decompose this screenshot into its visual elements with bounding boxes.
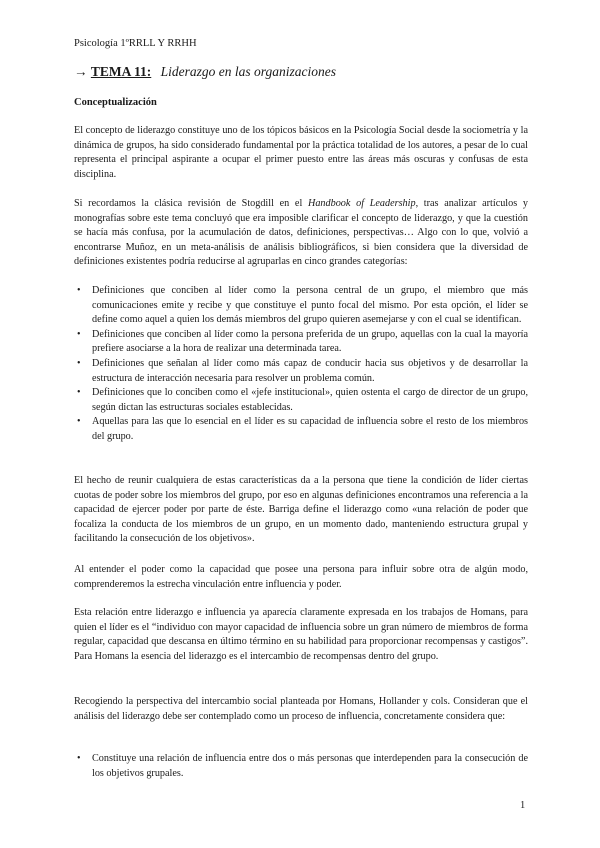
bullet-icon: •: [77, 753, 81, 764]
paragraph-stogdill: [74, 197, 528, 270]
list-item-text: Definiciones que señalan al líder como más capaz de conducir hacia sus objetivos y de desarrollar la estructura de interacción necesaria para resolver un problema común.: [92, 357, 528, 384]
paragraph-hollander: Recogiendo la perspectiva del intercambio social planteada por Homans, Hollander y cols. Consideran que el análisis del liderazgo debe ser contemplado como un proceso de influencia, concretamente considera que:: [74, 696, 528, 722]
book-title: Handbook of Leadership: [307, 198, 416, 209]
paragraph-stogdill-before: Si recordamos la clásica revisión de Stogdill en el: [74, 198, 308, 209]
list-item: [74, 415, 528, 444]
chapter-title: [74, 64, 336, 80]
bullet-icon: •: [77, 328, 81, 340]
list-item: [74, 386, 528, 415]
chapter-name: Liderazgo en las organizaciones: [160, 64, 337, 79]
hollander-list: [74, 752, 528, 781]
list-item: [74, 284, 528, 328]
chapter-number: TEMA 11:: [90, 64, 152, 79]
paragraph-stogdill-after: , tras analizar artículos y monografías sobre este tema concluyó que era imposible clarificar el concepto de liderazgo, y que la cuestión se hacía más confusa, por la acumulación de datos, definiciones, perspectivas… Algo con lo que, volvió a encontrarse Muñoz, en un meta-análisis de análisis bibliográficos, si bien considera que la diversidad de definiciones existentes podría reducirse al agruparlas en cinco grandes categorías:: [74, 198, 528, 268]
running-header: Psicología 1ºRRLL Y RRHH: [74, 38, 197, 49]
bullet-icon: •: [77, 285, 81, 296]
list-item-text: Definiciones que conciben al líder como la persona preferida de un grupo, aquellas con la cual la mayoría prefiere asociarse a la hora de realizar una determinada tarea.: [92, 328, 528, 355]
bullet-icon: •: [77, 357, 81, 369]
paragraph-intro: El concepto de liderazgo constituye uno de los tópicos básicos en la Psicología Social desde la sociometría y la dinámica de grupos, ha sido considerado fundamental por la práctica totalidad de los autores, a pesar de lo cual representa el principal aspirante a ocupar el primer puesto entre las áreas más oscuras y confusas de esta disciplina.: [74, 125, 528, 180]
paragraph-homans: Esta relación entre liderazgo e influencia ya aparecía claramente expresada en los trabajos de Homans, para quien el líder es el “individuo con mayor capacidad de influencia sobre un gran número de miembros de forma regular, capacidad que descansa en último término en su habilidad para proporcionar recompensas y castigos”. Para Homans la esencia del liderazgo es el intercambio de recompensas dentro del grupo.: [74, 607, 528, 662]
list-item: [74, 328, 528, 357]
list-item-text: Aquellas para las que lo esencial en el líder es su capacidad de influencia sobre el resto de los miembros del grupo.: [92, 416, 528, 442]
list-item-text: Constituye una relación de influencia entre dos o más personas que interdependen para la consecución de los objetivos grupales.: [92, 753, 528, 779]
bullet-icon: •: [77, 387, 81, 399]
arrow-icon: →: [74, 64, 88, 79]
list-item: [74, 357, 528, 386]
section-heading: Conceptualización: [74, 97, 157, 108]
paragraph-power: El hecho de reunir cualquiera de estas características da a la persona que tiene la condición de líder ciertas cuotas de poder sobre los miembros del grupo, por eso en algunas definiciones encontramos una referencia a la capacidad de ejercer poder por parte de éste. Barriga define el liderazgo como «una relación de poder que focaliza la conducta de los miembros de un grupo, en un momento dado, manteniendo estructura grupal y facilitando la consecución de los objetivos».: [74, 475, 528, 545]
list-item-text: Definiciones que conciben al líder como la persona central de un grupo, el miembro que más comunicaciones emite y recibe y que constituye el punto focal del mismo. Por esta opción, el líder se define como aquel a quien los demás miembros del grupo quieren asemejarse y con el cual se identifican.: [92, 285, 528, 326]
definition-categories-list: [74, 284, 528, 445]
list-item-text: Definiciones que lo conciben como el «jefe institucional», quien ostenta el cargo de director de un grupo, según dictan las estructuras sociales establecidas.: [92, 387, 528, 413]
list-item: [74, 752, 528, 781]
page-number: 1: [520, 800, 526, 811]
bullet-icon: •: [77, 416, 81, 428]
paragraph-influence: Al entender el poder como la capacidad que posee una persona para influir sobre otra de algún modo, comprenderemos la estrecha vinculación entre influencia y poder.: [74, 564, 528, 590]
